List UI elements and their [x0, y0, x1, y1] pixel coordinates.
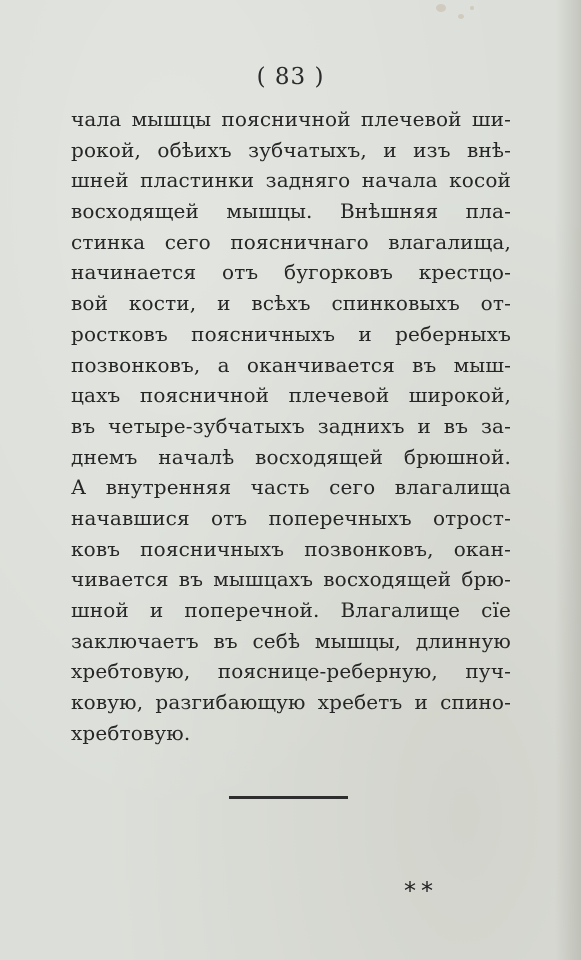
page-number: ( 83 ): [256, 64, 325, 90]
body-text: [71, 104, 511, 748]
text-line: ковъ поясничныхъ позвонковъ, окан-: [71, 536, 511, 561]
text-line: цахъ поясничной плечевой широкой,: [71, 383, 511, 408]
text-line: восходящей мышцы. Внѣшняя пла-: [71, 199, 511, 224]
text-line: чивается въ мышцахъ восходящей брю-: [71, 567, 511, 592]
page-edge-shadow: [555, 0, 581, 960]
paper-stain: [458, 14, 464, 19]
text-line: въ четыре-зубчатыхъ заднихъ и въ за-: [71, 413, 511, 438]
text-line: рокой, обѣихъ зубчатыхъ, и изъ внѣ-: [71, 137, 511, 162]
text-line: заключаетъ въ себѣ мышцы, длинную: [71, 628, 511, 653]
text-line: чала мышцы поясничной плечевой ши-: [71, 107, 511, 131]
text-line: А внутренняя часть сего влагалища: [71, 475, 511, 500]
text-line: шней пластинки задняго начала косой: [71, 168, 511, 193]
text-line: вой кости, и всѣхъ спинковыхъ от-: [71, 291, 511, 316]
text-line: начинается отъ бугорковъ крестцо-: [71, 260, 511, 285]
text-line: хребтовую, пояснице-реберную, пуч-: [71, 659, 511, 684]
text-line: позвонковъ, а оканчивается въ мыш-: [71, 352, 511, 377]
text-line: днемъ началѣ восходящей брюшной.: [71, 444, 511, 469]
text-line-last: хребтовую.: [71, 720, 191, 745]
text-line: начавшися отъ поперечныхъ отрост-: [71, 505, 511, 530]
paper-stain: [436, 4, 446, 12]
text-line: стинка сего поясничнаго влагалища,: [71, 229, 511, 254]
printer-signature-mark: **: [404, 877, 438, 905]
text-line: ковую, разгибающую хребетъ и спино-: [71, 690, 511, 715]
paper-stain: [470, 6, 474, 10]
text-line: шной и поперечной. Влагалище сїе: [71, 598, 511, 622]
text-line: ростковъ поясничныхъ и реберныхъ: [71, 321, 511, 346]
section-divider: [229, 796, 348, 799]
